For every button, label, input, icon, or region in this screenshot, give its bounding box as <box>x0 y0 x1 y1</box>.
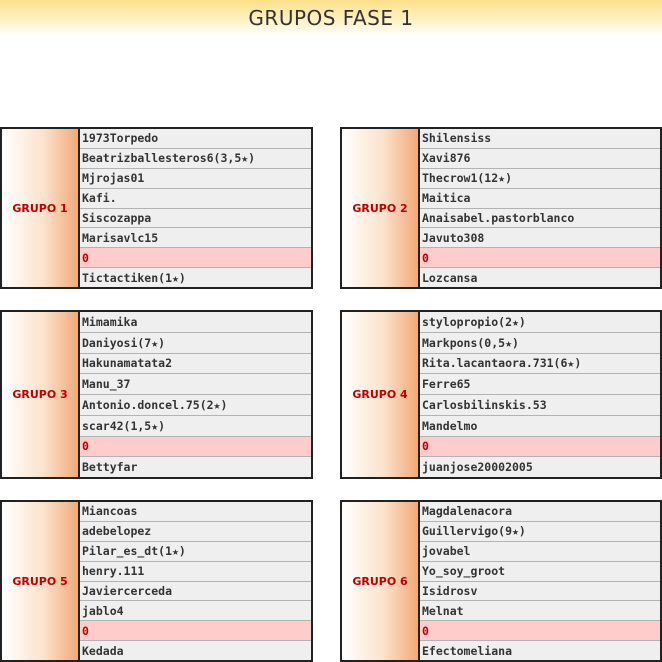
group-5-table <box>0 500 313 662</box>
empty-slot-row: 0 <box>80 248 311 268</box>
player-row: Efectomeliana <box>420 641 660 660</box>
player-list <box>420 312 660 477</box>
empty-slot-row: 0 <box>80 437 311 458</box>
group-1-table <box>0 127 313 289</box>
player-list <box>80 129 311 287</box>
player-row: Mandelmo <box>420 416 660 437</box>
player-row: stylopropio(2★) <box>420 312 660 333</box>
group-label: GRUPO 5 <box>12 574 68 588</box>
player-row: Shilensiss <box>420 129 660 149</box>
player-row: Javiercerceda <box>80 582 311 602</box>
player-row: Rita.lacantaora.731(6★) <box>420 354 660 375</box>
player-row: Marisavlc15 <box>80 228 311 248</box>
player-row: Tictactiken(1★) <box>80 268 311 287</box>
player-row: 1973Torpedo <box>80 129 311 149</box>
player-row: Isidrosv <box>420 582 660 602</box>
player-row: Markpons(0,5★) <box>420 333 660 354</box>
title-bar <box>0 0 662 36</box>
player-row: Magdalenacora <box>420 502 660 522</box>
player-row: Manu_37 <box>80 374 311 395</box>
player-row: Hakunamatata2 <box>80 354 311 375</box>
player-list <box>420 129 660 287</box>
player-row: Javuto308 <box>420 228 660 248</box>
group-2-table <box>340 127 662 289</box>
empty-slot-row: 0 <box>80 621 311 641</box>
player-row: henry.111 <box>80 562 311 582</box>
player-row: Daniyosi(7★) <box>80 333 311 354</box>
player-row: Yo_soy_groot <box>420 562 660 582</box>
player-list <box>420 502 660 660</box>
player-row: Antonio.doncel.75(2★) <box>80 395 311 416</box>
group-3-table <box>0 310 313 479</box>
empty-slot-row: 0 <box>420 437 660 458</box>
player-row: juanjose20002005 <box>420 457 660 477</box>
player-row: Melnat <box>420 601 660 621</box>
player-row: Anaisabel.pastorblanco <box>420 209 660 229</box>
group-label: GRUPO 2 <box>352 201 408 215</box>
player-list <box>80 312 311 477</box>
group-6-table <box>340 500 662 662</box>
player-list <box>80 502 311 660</box>
group-label: GRUPO 1 <box>12 201 68 215</box>
group-4-table <box>340 310 662 479</box>
group-label-cell <box>342 129 420 287</box>
player-row: Thecrow1(12★) <box>420 169 660 189</box>
player-row: Carlosbilinskis.53 <box>420 395 660 416</box>
player-row: Kafi. <box>80 189 311 209</box>
player-row: Ferre65 <box>420 374 660 395</box>
player-row: Maitica <box>420 189 660 209</box>
group-label-cell <box>2 312 80 477</box>
player-row: Mimamika <box>80 312 311 333</box>
group-label: GRUPO 3 <box>12 388 68 401</box>
player-row: Kedada <box>80 641 311 660</box>
player-row: scar42(1,5★) <box>80 416 311 437</box>
player-row: Xavi876 <box>420 149 660 169</box>
page-title: GRUPOS FASE 1 <box>248 6 414 30</box>
player-row: Beatrizballesteros6(3,5★) <box>80 149 311 169</box>
player-row: Pilar_es_dt(1★) <box>80 542 311 562</box>
empty-slot-row: 0 <box>420 621 660 641</box>
player-row: Siscozappa <box>80 209 311 229</box>
group-label-cell <box>2 129 80 287</box>
player-row: jablo4 <box>80 601 311 621</box>
empty-slot-row: 0 <box>420 248 660 268</box>
player-row: Guillervigo(9★) <box>420 522 660 542</box>
group-label: GRUPO 6 <box>352 574 408 588</box>
player-row: Bettyfar <box>80 457 311 477</box>
player-row: Mjrojas01 <box>80 169 311 189</box>
group-label-cell <box>342 502 420 660</box>
player-row: adebelopez <box>80 522 311 542</box>
player-row: Lozcansa <box>420 268 660 287</box>
player-row: Miancoas <box>80 502 311 522</box>
group-label: GRUPO 4 <box>352 388 408 401</box>
group-label-cell <box>2 502 80 660</box>
group-label-cell <box>342 312 420 477</box>
player-row: jovabel <box>420 542 660 562</box>
